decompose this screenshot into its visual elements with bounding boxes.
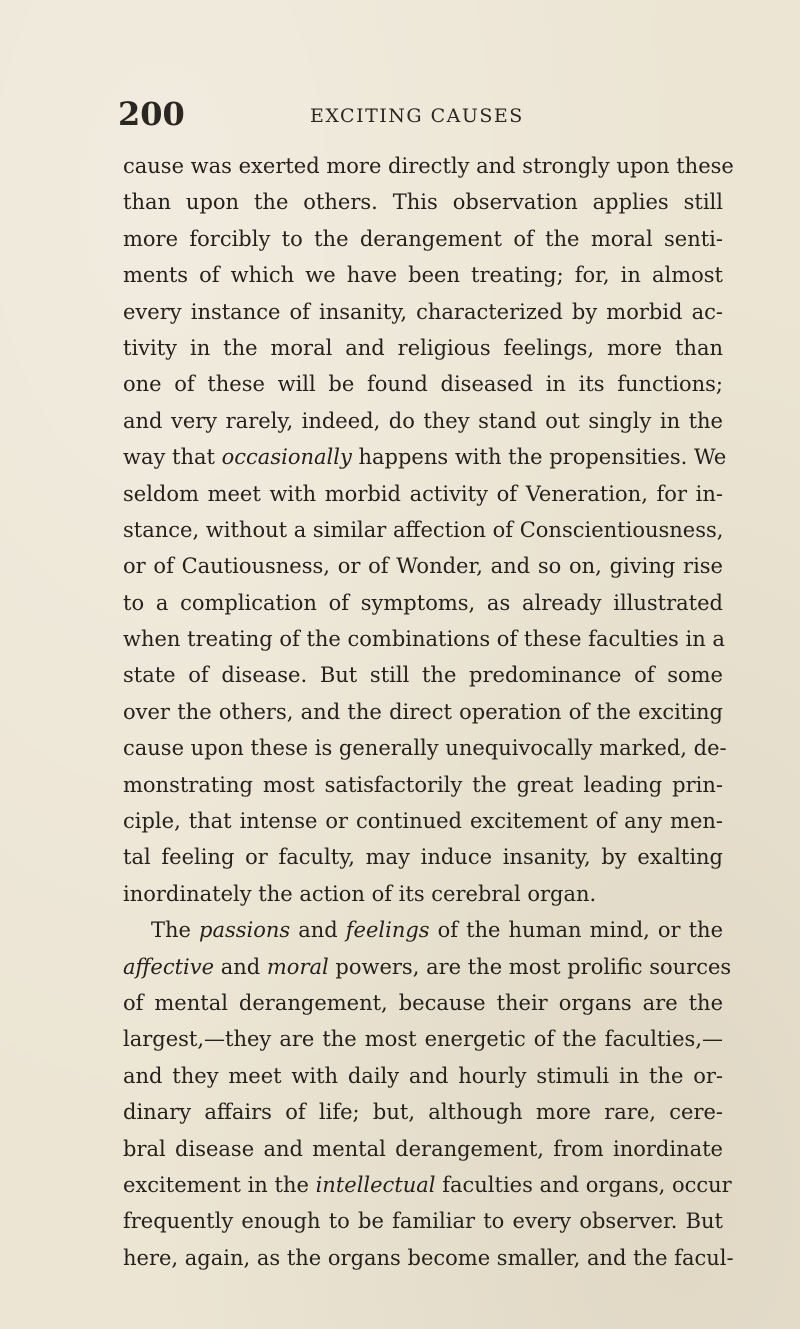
text-line: cause was exerted more directly and strongly upon these (123, 154, 734, 178)
text-line: seldom meet with morbid activity of Veneration, for in- (123, 481, 723, 506)
text-line: and very rarely, indeed, do they stand out singly in the (123, 408, 723, 433)
text-line: one of these will be found diseased in its functions; (123, 372, 723, 397)
text-line: ments of which we have been treating; for, in almost (123, 263, 723, 288)
italic-run: intellectual (315, 1172, 436, 1197)
text-run: happens with the propensities. We (351, 445, 727, 470)
text-line: to a complication of symptoms, as already illustrated (123, 590, 723, 615)
text-line: dinary affairs of life; but, although more rare, cere- (123, 1100, 723, 1125)
text-line: tivity in the moral and religious feelings, more than (123, 335, 723, 360)
text-line: cause upon these is generally unequivocally marked, de- (123, 736, 727, 761)
text-line: every instance of insanity, characterized by morbid ac- (123, 299, 723, 324)
text-run: excitement in the (123, 1172, 316, 1197)
body-text (123, 148, 734, 1276)
text-line (123, 949, 732, 985)
text-line: stance, without a similar affection of Conscientiousness, (123, 517, 724, 542)
text-run: The (151, 918, 200, 943)
text-line: ciple, that intense or continued excitement of any men- (123, 809, 723, 834)
text-run: way that (123, 445, 222, 470)
text-line: than upon the others. This observation applies still (123, 190, 723, 215)
text-run: powers, are the most prolific sources (328, 954, 732, 979)
text-line: over the others, and the direct operation of the exciting (123, 699, 723, 724)
italic-run: occasionally (221, 445, 352, 470)
text-line: state of disease. But still the predominance of some (123, 663, 723, 688)
text-line (123, 912, 723, 948)
text-line: when treating of the combinations of these faculties in a (123, 627, 725, 652)
text-line: more forcibly to the derangement of the moral senti- (123, 226, 723, 251)
text-line: monstrating most satisfactorily the great leading prin- (123, 772, 723, 797)
text-line: tal feeling or faculty, may induce insanity, by exalting (123, 845, 723, 870)
italic-run: affective (123, 954, 215, 979)
italic-run: passions (199, 918, 291, 943)
italic-run: moral (266, 954, 329, 979)
text-line: here, again, as the organs become smaller, and the facul- (123, 1245, 734, 1270)
text-line: of mental derangement, because their organs are the (123, 990, 723, 1015)
text-run: and (214, 954, 267, 979)
text-line: largest,—they are the most energetic of the faculties,— (123, 1027, 723, 1052)
text-run: and (290, 918, 346, 943)
text-line: or of Cautiousness, or of Wonder, and so on, giving rise (123, 554, 723, 579)
text-line: bral disease and mental derangement, from inordinate (123, 1136, 723, 1161)
text-line (123, 439, 727, 475)
text-line (123, 1167, 732, 1203)
running-head: EXCITING CAUSES (310, 105, 524, 127)
text-line: and they meet with daily and hourly stimuli in the or- (123, 1063, 723, 1088)
text-line: inordinately the action of its cerebral organ. (123, 881, 597, 906)
text-line: frequently enough to be familiar to every observer. But (123, 1209, 723, 1234)
page-header (118, 95, 728, 135)
text-run: faculties and organs, occur (435, 1172, 732, 1197)
italic-run: feelings (345, 918, 430, 943)
page-number: 200 (118, 95, 185, 133)
text-run: of the human mind, or the (429, 918, 724, 943)
